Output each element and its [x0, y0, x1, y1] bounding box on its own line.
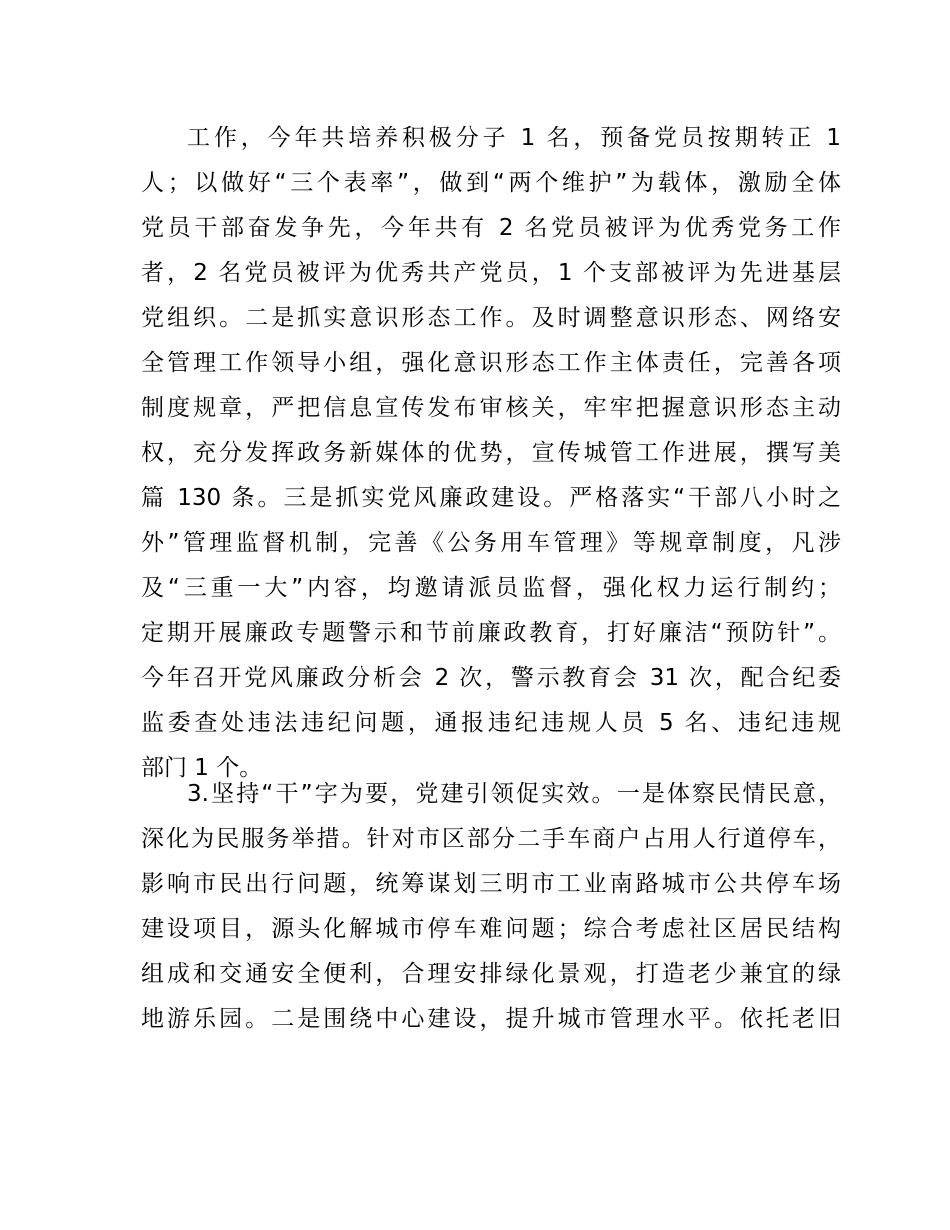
paragraph-line: 制度规章，严把信息宣传发布审核关，牢牢把握意识形态主动	[141, 395, 841, 421]
paragraph-line: 深化为民服务举措。针对市区部分二手车商户占用人行道停车，	[141, 826, 841, 852]
paragraph-line: 监委查处违法违纪问题，通报违纪违规人员 5 名、违纪违规	[141, 710, 841, 736]
paragraph-line: 建设项目，源头化解城市停车难问题；综合考虑社区居民结构	[141, 916, 841, 942]
paragraph-line: 全管理工作领导小组，强化意识形态工作主体责任，完善各项	[141, 350, 841, 376]
paragraph-line: 党员干部奋发争先，今年共有 2 名党员被评为优秀党务工作	[141, 215, 841, 241]
paragraph-line: 外”管理监督机制，完善《公务用车管理》等规章制度，凡涉	[141, 530, 841, 556]
paragraph-line: 部门 1 个。	[141, 755, 263, 781]
paragraph-party-building-work	[141, 116, 841, 791]
paragraph-line: 定期开展廉政专题警示和节前廉政教育，打好廉洁“预防针”。	[141, 620, 841, 646]
paragraph-line: 人；以做好“三个表率”，做到“两个维护”为载体，激励全体	[141, 170, 841, 196]
paragraph-line: 及“三重一大”内容，均邀请派员监督，强化权力运行制约；	[141, 575, 841, 601]
paragraph-line: 地游乐园。二是围绕中心建设，提升城市管理水平。依托老旧	[141, 1006, 841, 1032]
paragraph-line: 者，2 名党员被评为优秀共产党员，1 个支部被评为先进基层	[141, 260, 841, 286]
paragraph-line: 篇 130 条。三是抓实党风廉政建设。严格落实“干部八小时之	[141, 485, 841, 511]
paragraph-line: 工作，今年共培养积极分子 1 名，预备党员按期转正 1	[187, 125, 841, 151]
paragraph-line: 今年召开党风廉政分析会 2 次，警示教育会 31 次，配合纪委	[141, 665, 841, 691]
paragraph-line: 权，充分发挥政务新媒体的优势，宣传城管工作进展，撰写美	[141, 440, 841, 466]
paragraph-line: 影响市民出行问题，统筹谋划三明市工业南路城市公共停车场	[141, 871, 841, 897]
paragraph-line: 3.坚持“干”字为要，党建引领促实效。一是体察民情民意，	[187, 781, 841, 807]
paragraph-line: 组成和交通安全便利，合理安排绿化景观，打造老少兼宜的绿	[141, 961, 841, 987]
paragraph-line: 党组织。二是抓实意识形态工作。及时调整意识形态、网络安	[141, 305, 841, 331]
paragraph-gan-principle	[141, 772, 841, 1042]
